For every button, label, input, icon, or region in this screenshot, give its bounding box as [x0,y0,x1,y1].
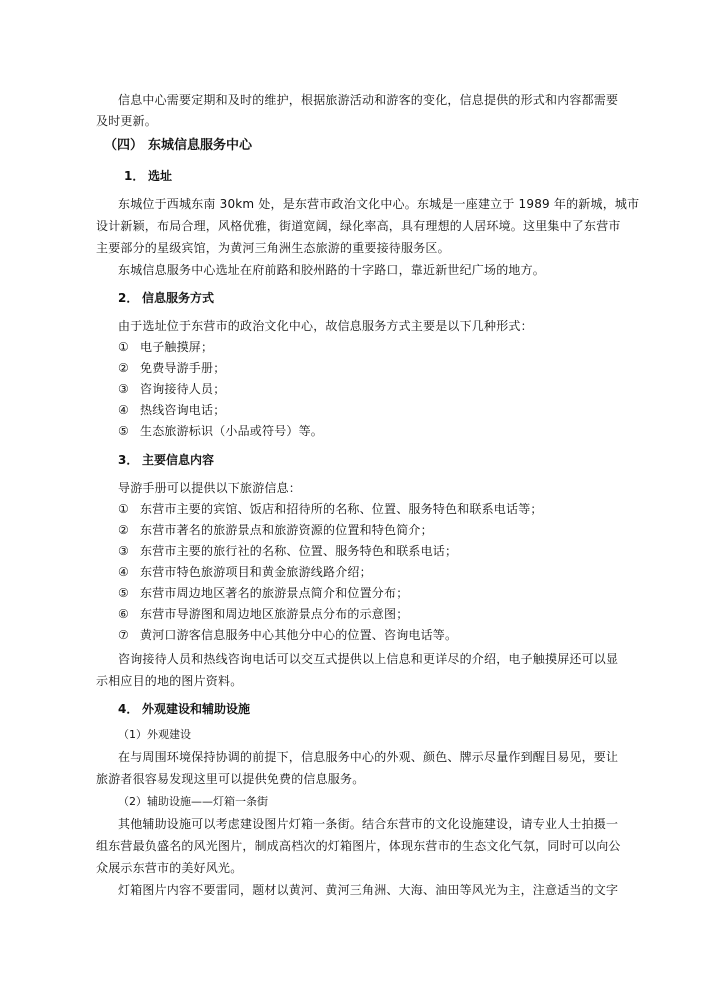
subsection-number: 1． [124,169,145,183]
subsection-heading [124,168,172,184]
paragraph-line: 组东营最负盛名的风光图片，制成高档次的灯箱图片，体现东营市的生态文化气氛，同时可以向公 [96,839,621,853]
paragraph-line: 设计新颖，布局合理，风格优雅，街道宽阔，绿化率高，具有理想的人居环境。这里集中了东营市 [96,219,621,233]
list-marker: ⑤ [118,586,129,600]
list-item-text: 东营市主要的旅行社的名称、位置、服务特色和联系电话； [140,544,458,558]
paragraph-line: 其他辅助设施可以考虑建设图片灯箱一条街。结合东营市的文化设施建设，请专业人士拍摄一 [118,817,619,831]
paragraph-line: 在与周围环境保持协调的前提下，信息服务中心的外观、颜色、牌示尽量作到醒目易见，要让 [118,750,619,764]
section-title: 东城信息服务中心 [148,138,253,153]
subsection-heading [118,452,214,468]
list-marker: ⑥ [118,607,129,621]
paragraph-line: 示相应目的地的图片资料。 [96,674,243,688]
subsection-number: 2． [118,291,139,305]
list-marker: ② [118,361,129,375]
list-item-text: 黄河口游客信息服务中心其他分中心的位置、咨询电话等。 [140,628,458,642]
subsection-number: 3． [118,453,139,467]
list-marker: ④ [118,565,129,579]
subsection-heading [118,701,250,717]
paragraph-line: 东城位于西城东南 30km 处，是东营市政治文化中心。东城是一座建立于 1989 年的新城，城市 [118,197,640,211]
paragraph-line: 导游手册可以提供以下旅游信息： [118,481,302,495]
list-item-text: 咨询接待人员； [140,382,226,396]
paragraph-line: 灯箱图片内容不要雷同，题材以黄河、黄河三角洲、大海、油田等风光为主，注意适当的文字 [118,883,619,897]
paragraph-line: 东城信息服务中心选址在府前路和胶州路的十字路口，靠近新世纪广场的地方。 [118,263,546,277]
subsection-title: 信息服务方式 [142,291,215,305]
paragraph-line: 由于选址位于东营市的政治文化中心，故信息服务方式主要是以下几种形式： [118,319,533,333]
subsection-number: 4． [118,702,139,716]
list-item [118,606,408,622]
list-item-text: 东营市周边地区著名的旅游景点简介和位置分布； [140,586,409,600]
list-item [118,381,225,397]
paragraph-line: 咨询接待人员和热线咨询电话可以交互式提供以上信息和更详尽的介绍，电子触摸屏还可以显 [118,652,619,666]
list-item [118,339,213,355]
list-marker: ② [118,523,129,537]
list-marker: ① [118,502,129,516]
list-item [118,522,433,538]
list-item-text: 电子触摸屏； [140,340,214,354]
sub-heading: （2）辅助设施——灯箱一条街 [118,795,268,808]
subsection-title: 外观建设和辅助设施 [142,702,251,716]
list-item [118,585,408,601]
subsection-title: 选址 [148,169,173,183]
list-item-text: 东营市特色旅游项目和黄金旅游线路介绍； [140,565,372,579]
list-marker: ① [118,340,129,354]
list-item [118,564,372,580]
list-marker: ⑦ [118,628,129,642]
list-item [118,543,457,559]
section-number: （四） [104,138,144,153]
subsection-title: 主要信息内容 [142,453,215,467]
paragraph-line: 旅游者很容易发现这里可以提供免费的信息服务。 [96,772,365,786]
list-item [118,627,457,643]
list-marker: ③ [118,544,129,558]
list-item-text: 东营市主要的宾馆、饭店和招待所的名称、位置、服务特色和联系电话等； [140,502,543,516]
list-item [118,423,323,439]
list-item-text: 东营市著名的旅游景点和旅游资源的位置和特色简介； [140,523,433,537]
list-marker: ③ [118,382,129,396]
paragraph-line: 众展示东营市的美好风光。 [96,861,243,875]
list-item-text: 生态旅游标识（小品或符号）等。 [140,424,324,438]
list-item-text: 东营市导游图和周边地区旅游景点分布的示意图； [140,607,409,621]
list-item-text: 免费导游手册； [140,361,226,375]
subsection-heading [118,290,214,306]
list-item [118,501,543,517]
list-item [118,360,225,376]
paragraph-line: 信息中心需要定期和及时的维护，根据旅游活动和游客的变化，信息提供的形式和内容都需要 [118,93,619,107]
section-heading [104,137,252,155]
paragraph-line: 及时更新。 [96,114,158,128]
list-item-text: 热线咨询电话； [140,403,226,417]
sub-heading: （1）外观建设 [118,728,191,741]
paragraph-line: 主要部分的星级宾馆，为黄河三角洲生态旅游的重要接待服务区。 [96,241,450,255]
list-marker: ④ [118,403,129,417]
list-item [118,402,225,418]
list-marker: ⑤ [118,424,129,438]
